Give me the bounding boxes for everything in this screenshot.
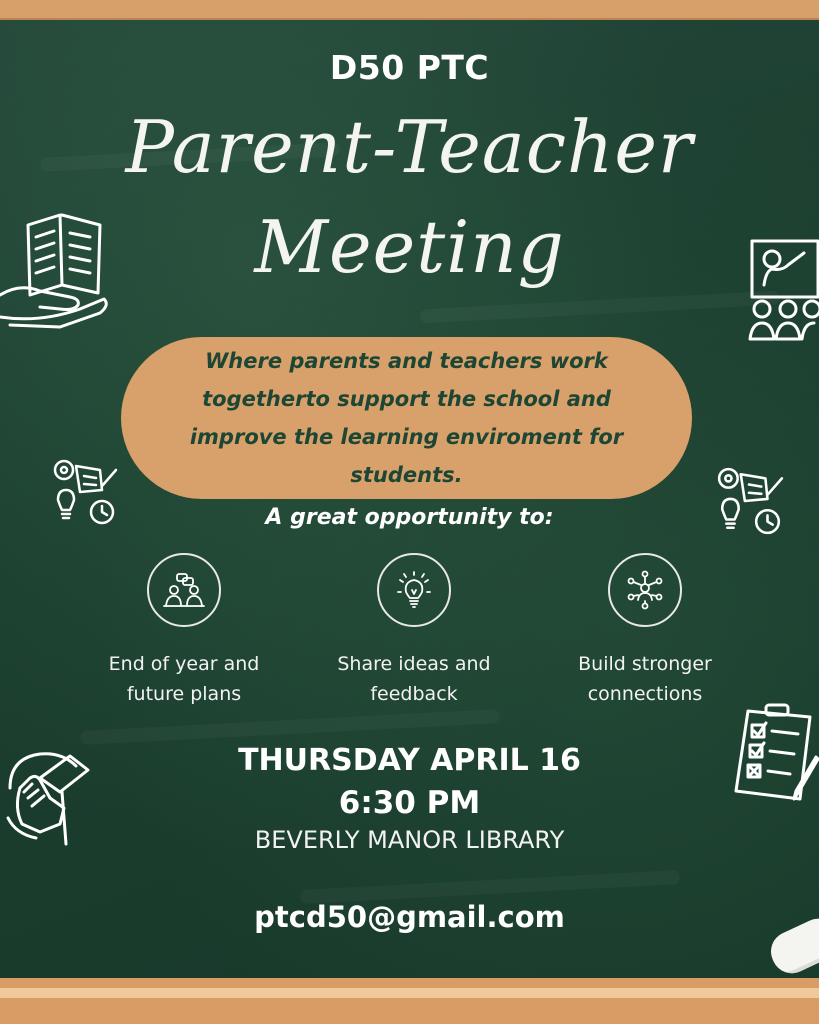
meeting-icon <box>163 572 205 608</box>
chalk-smudge <box>300 870 680 904</box>
feature-circle <box>608 553 682 627</box>
feature-label <box>545 649 745 709</box>
frame-trim <box>0 988 819 998</box>
feature-ideas <box>314 553 514 709</box>
chalk-smudge <box>420 291 780 324</box>
board-frame-top <box>0 0 819 20</box>
feature-plans <box>84 553 284 709</box>
event-date: THURSDAY APRIL 16 <box>238 743 581 778</box>
chalk-smudge <box>80 709 500 745</box>
event-location: BEVERLY MANOR LIBRARY <box>254 826 565 854</box>
title-line-2: Meeting <box>254 205 565 289</box>
contact-email[interactable]: ptcd50@gmail.com <box>254 900 565 934</box>
book-in-hand-icon <box>0 205 115 330</box>
feature-label-line: feedback <box>370 683 458 705</box>
teacher-icon <box>748 235 819 350</box>
event-time: 6:30 PM <box>338 785 481 821</box>
feature-label-line: End of year and <box>108 653 260 675</box>
feature-circle <box>377 553 451 627</box>
lightbulb-icon <box>396 570 432 610</box>
org-name: D50 PTC <box>329 48 490 87</box>
tagline-banner <box>121 337 692 499</box>
feature-circle <box>147 553 221 627</box>
title-line-1: Parent-Teacher <box>125 105 694 189</box>
network-icon <box>625 570 665 610</box>
feature-label-line: future plans <box>126 683 242 705</box>
feature-label-line: connections <box>587 683 703 705</box>
feature-label-line: Share ideas and <box>337 653 491 675</box>
opportunity-heading: A great opportunity to: <box>265 505 554 530</box>
board-frame-bottom <box>0 978 819 1024</box>
feature-label-line: Build stronger <box>578 653 712 675</box>
tagline-text: Where parents and teachers work togetherto support the school and improve the learning enviroment for students. <box>189 349 624 487</box>
feature-label <box>314 649 514 709</box>
feature-label <box>84 649 284 709</box>
feature-connections <box>545 553 745 709</box>
